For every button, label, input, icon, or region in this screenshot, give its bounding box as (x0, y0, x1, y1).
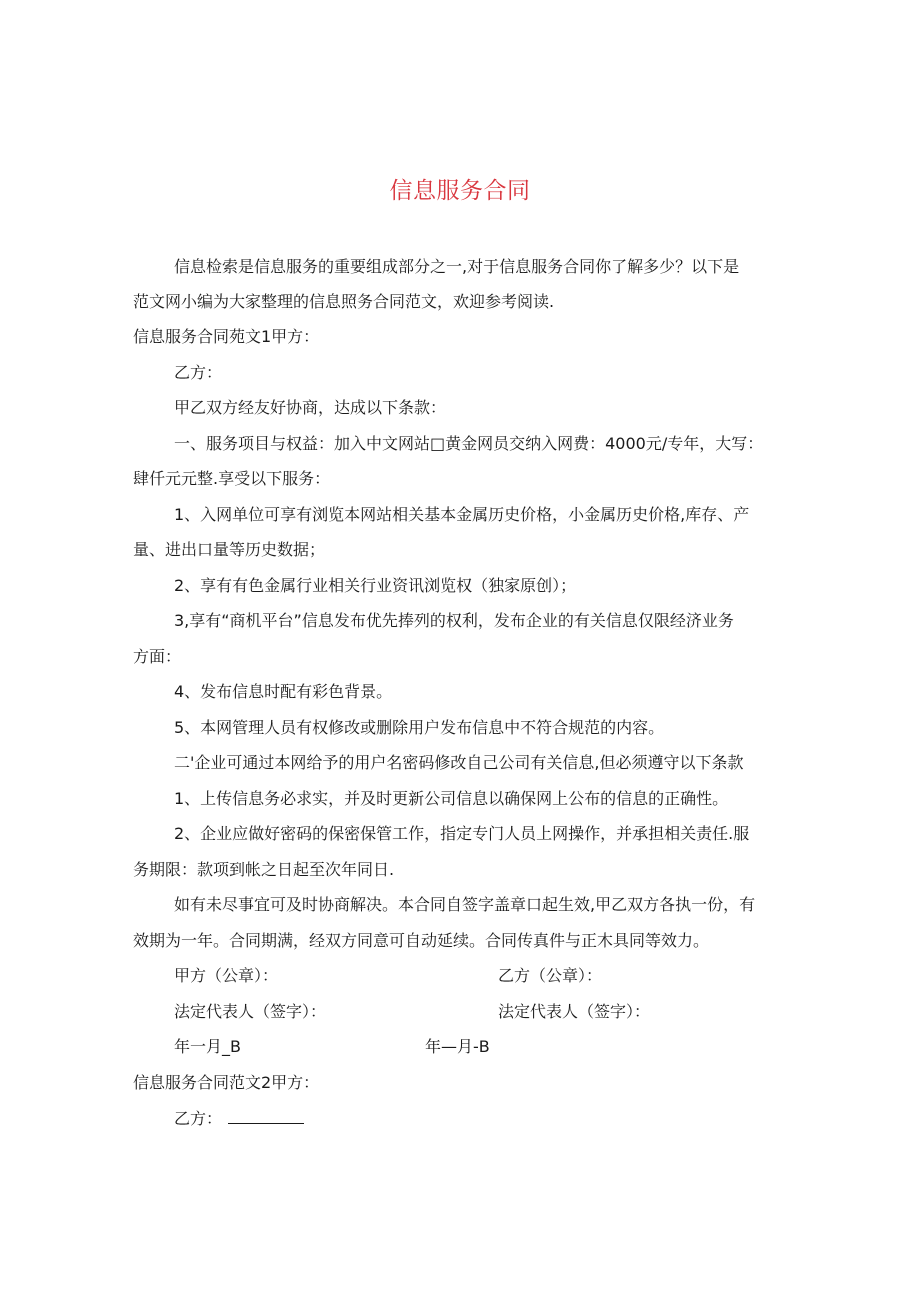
intro-line-1: 信息检索是信息服务的重要组成部分之一,对于信息服务合同你了解多少？以下是 (174, 257, 740, 276)
sample2-party-b-line (174, 1107, 304, 1130)
party-a-rep-label: 法定代表人（签字）： (174, 1002, 327, 1021)
item3-line-1: 3,享有“商机平台”信息发布优先捧列的权利，发布企业的有关信息仅限经济业务 (174, 611, 734, 630)
intro-line-2: 范文网小编为大家整理的信息照务合同范文，欢迎参考阅读. (133, 292, 555, 311)
party-b-line: 乙方： (174, 363, 223, 382)
item1-line-2: 量、进出口量等历史数据； (133, 540, 326, 559)
closing-line-2: 效期为一年。合同期满，经双方同意可自动延续。合同传真件与正木具同等效力。 (133, 931, 710, 950)
party-b-date: 年—月-B (425, 1037, 490, 1056)
item2-line: 2、享有有色金属行业相关行业资讯浏览权（独家原创）； (174, 576, 577, 595)
clause1-line-1: 一、服务项目与权益：加入中文网站□黄金网员交纳入网费：4000元/专年，大写： (174, 434, 764, 453)
item3-line-2: 方面： (133, 647, 182, 666)
sample2-heading: 信息服务合同范文2甲方： (133, 1073, 320, 1092)
signature-blank-line (228, 1107, 304, 1124)
party-a-seal-label: 甲方（公章）： (174, 966, 279, 985)
party-b-seal-label: 乙方（公章）： (498, 966, 603, 985)
document-title: 信息服务合同 (389, 178, 531, 204)
closing-line-1: 如有未尽事宜可及时协商解决。本合同自签字盖章口起生效,甲乙双方各执一份，有 (174, 895, 756, 914)
sample2-party-b-label: 乙方： (174, 1109, 223, 1128)
item1-line-1: 1、入网单位可享有浏览本网站相关基本金属历史价格，小金属历史价格,库存、产 (174, 505, 750, 524)
negotiation-line: 甲乙双方经友好协商，达成以下条款： (174, 398, 447, 417)
clause1-line-2: 肆仟元元整.享受以下服务： (133, 469, 331, 488)
clause2-item2-line-2: 务期限：款项到帐之日起至次年同日. (133, 860, 395, 879)
item5-line: 5、本网管理人员有权修改或删除用户发布信息中不符合规范的内容。 (174, 718, 665, 737)
party-b-rep-label: 法定代表人（签字）： (498, 1002, 651, 1021)
sample1-heading: 信息服务合同苑文1甲方： (133, 327, 320, 346)
clause2-item2-line-1: 2、企业应做好密码的保密保管工作，指定专门人员上网操作，并承担相关责任.服 (174, 824, 750, 843)
party-a-date: 年一月_B (174, 1037, 241, 1056)
clause2-item1-line: 1、上传信息务必求实，并及时更新公司信息以确保网上公布的信息的正确性。 (174, 789, 729, 808)
item4-line: 4、发布信息时配有彩色背景。 (174, 682, 393, 701)
clause2-line: 二'企业可通过本网给予的用户名密码修改自己公司有关信息,但必须遵守以下条款 (174, 753, 744, 772)
